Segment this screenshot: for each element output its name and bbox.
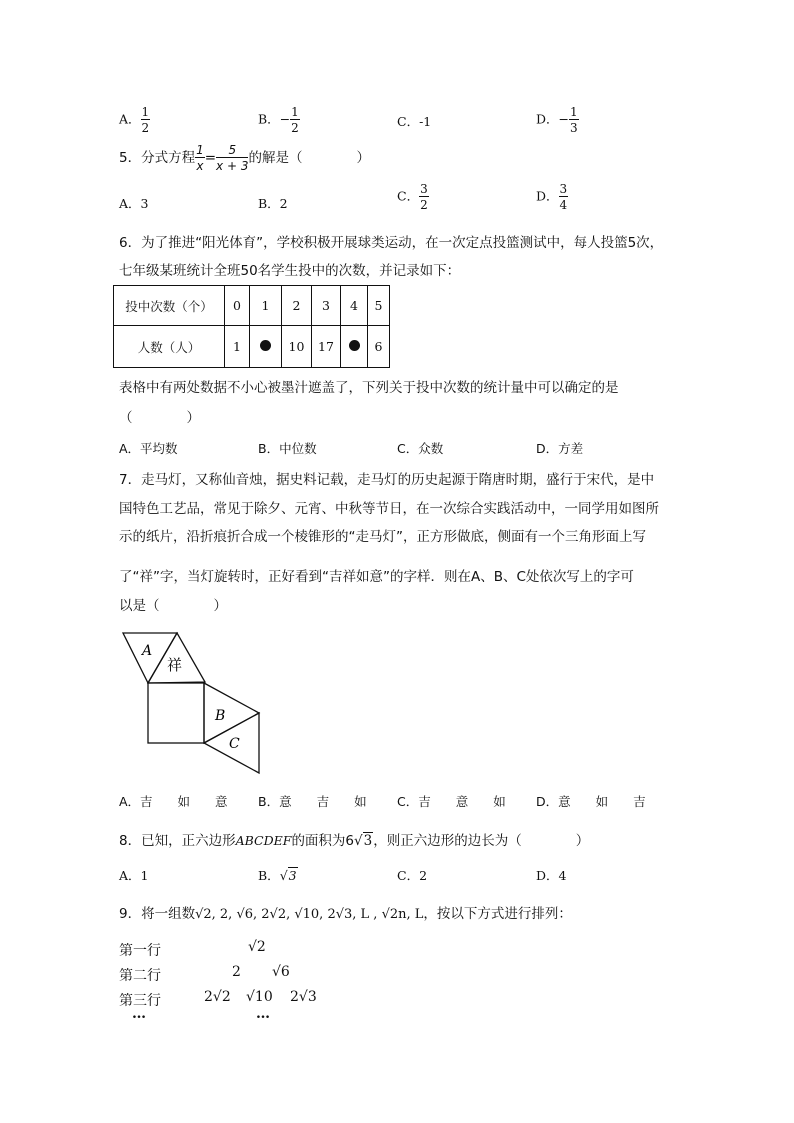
square-base [148,683,204,743]
fraction: $\frac{1}{2}$ [141,105,150,135]
table-cell: 1 [225,326,250,368]
table-cell: 17 [312,326,341,368]
fraction: $\frac{3}{2}$ [420,182,428,212]
q7-option-b: B．意 吉 如 [258,794,367,809]
q6-table [113,285,390,368]
q7-option-c: C．吉 意 如 [397,794,506,809]
q9-ellipsis-center: … [256,1006,270,1022]
q7-line-2: 国特色工艺品，常见于除夕、元宵、中秋等节日，在一次综合实践活动中，一同学用如图所 [119,501,659,517]
q7-line-4: 了“祥”字，当灯旋转时，正好看到“吉祥如意”的字样．则在A、B、C处依次写上的字可 [119,569,634,585]
q4-option-b: B．− $\frac{1}{2}$ [258,105,299,135]
fraction: $\frac{1}{x}$ [196,143,204,173]
q9-row-3-label: 第三行 [119,993,161,1009]
q7-line-5: 以是（ ） [119,598,227,614]
q6-option-c: C．众数 [397,441,444,456]
q7-option-a: A．吉 如 意 [119,794,228,809]
q9-row-1-label: 第一行 [119,943,161,959]
q4-option-a: A． $\frac{1}{2}$ [119,105,150,135]
ink-blot [349,340,360,351]
q6-option-b: B．中位数 [258,441,317,456]
q9-row-3-value: √10 [246,989,273,1005]
q9-row-2-value: √6 [272,964,290,980]
q5-option-b: B．2 [258,196,288,211]
table-cell: 0 [225,286,250,326]
ink-blot [260,340,271,351]
q9-ellipsis-left: … [132,1006,146,1022]
table-header-cell: 人数（人） [114,326,225,368]
q6-line-2: 七年级某班统计全班50名学生投中的次数，并记录如下： [119,263,461,279]
q6-line-1: 6．为了推进“阳光体育”，学校积极开展球类运动，在一次定点投篮测试中，每人投篮5次， [119,235,664,251]
q7-line-3: 示的纸片，沿折痕折合成一个棱锥形的“走马灯”，正方形做底，侧面有一个三角形面上写 [119,529,646,545]
table-cell: 2 [282,286,312,326]
lantern-net-figure [118,630,268,778]
table-cell-ink-blot [341,326,368,368]
q4-option-d: D．− $\frac{1}{3}$ [536,105,578,135]
q9-row-2-label: 第二行 [119,968,161,984]
fraction: $\frac{1}{2}$ [291,105,299,135]
q9-row-1-value: √2 [248,939,266,955]
q9-row-3-value: 2√3 [290,989,317,1005]
label-b: B [215,708,226,724]
q5-stem: 5．分式方程 $\frac{1}{x}$ = $\frac{5}{x + 3}$ 的解是（ ） [119,143,370,173]
q8-stem: 8．已知，正六边形ABCDEF的面积为6√3，则正六边形的边长为（ ） [119,833,590,849]
q9-row-3-value: 2√2 [204,989,231,1005]
q6-line-4: （ ） [119,410,200,426]
table-cell: 6 [368,326,390,368]
table-cell: 5 [368,286,390,326]
fraction: $\frac{1}{3}$ [570,105,578,135]
q9-stem: 9．将一组数√2, 2, √6, 2√2, √10, 2√3, L , √2n, L，按以下方式进行排列： [119,906,572,922]
q8-option-c: C．2 [397,868,428,883]
q6-option-d: D．方差 [536,441,584,456]
q5-option-c: C． $\frac{3}{2}$ [397,182,428,212]
q8-option-b: B．√3 [258,868,297,883]
q5-option-d: D． $\frac{3}{4}$ [536,182,568,212]
table-row [114,286,390,326]
q8-option-d: D．4 [536,868,567,883]
q7-option-d: D．意 如 吉 [536,794,646,809]
fraction: $\frac{3}{4}$ [559,182,568,212]
triangle-b [204,683,259,743]
table-cell-ink-blot [250,326,282,368]
label-xiang: 祥 [167,656,183,674]
q9-row-2-value: 2 [232,964,241,980]
label-a: A [142,643,153,659]
table-row [114,326,390,368]
q7-line-1: 7．走马灯，又称仙音烛，据史料记载，走马灯的历史起源于隋唐时期，盛行于宋代，是中 [119,472,655,488]
table-cell: 4 [341,286,368,326]
label-c: C [229,736,240,752]
table-cell: 10 [282,326,312,368]
table-header-cell: 投中次数（个） [114,286,225,326]
q5-option-a: A．3 [119,196,149,211]
q8-option-a: A．1 [119,868,149,883]
table-cell: 3 [312,286,341,326]
table-cell: 1 [250,286,282,326]
q4-option-c: C．-1 [397,114,432,129]
q6-line-3: 表格中有两处数据不小心被墨汁遮盖了，下列关于投中次数的统计量中可以确定的是 [119,380,619,396]
q6-option-a: A．平均数 [119,441,178,456]
fraction: $\frac{5}{x + 3}$ [216,143,249,173]
